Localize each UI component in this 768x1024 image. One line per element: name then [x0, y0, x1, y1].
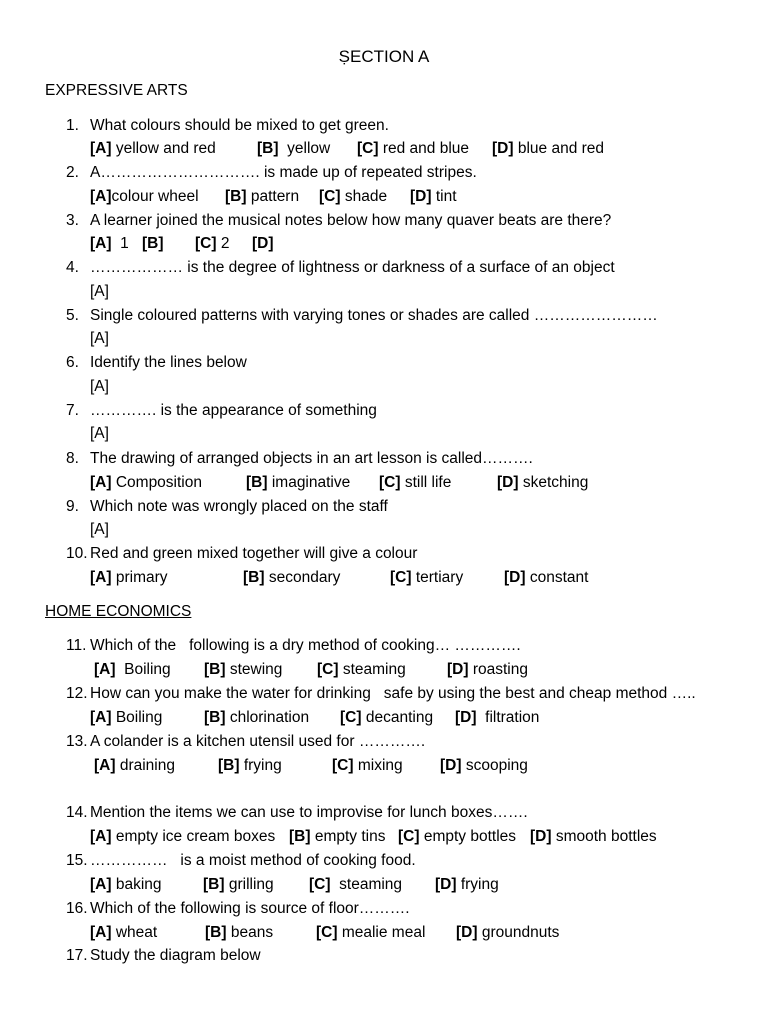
question-number: 8. — [66, 450, 79, 467]
question-text: …………. is the appearance of something — [90, 402, 377, 419]
option-c: [C] steaming — [309, 876, 403, 893]
option-c: [C] red and blue — [357, 140, 470, 157]
question-text: Single coloured patterns with varying tones or shades are called …………………… — [90, 307, 658, 324]
option-d: [D] sketching — [497, 474, 589, 491]
option-b: [B] frying — [218, 757, 282, 774]
answer-label: [A] — [90, 425, 109, 442]
answer-label: [A] — [90, 283, 109, 300]
question-number: 1. — [66, 117, 79, 134]
question-text: Mention the items we can use to improvise for lunch boxes……. — [90, 804, 528, 821]
option-b: [B] chlorination — [204, 709, 310, 726]
option-d: [D] smooth bottles — [530, 828, 657, 845]
question-text: Which of the following is a dry method of cooking… …………. — [90, 637, 521, 654]
option-b: [B] yellow — [257, 140, 331, 157]
option-a: [A] Composition — [90, 474, 202, 491]
question-text: What colours should be mixed to get green. — [90, 117, 389, 134]
question-text: …………… is a moist method of cooking food. — [90, 852, 416, 869]
page-title: ṢECTION A — [338, 47, 430, 66]
question-text: How can you make the water for drinking safe by using the best and cheap method ….. — [90, 685, 696, 702]
question-number: 5. — [66, 307, 79, 324]
option-a: [A] wheat — [90, 924, 158, 941]
question-text: Red and green mixed together will give a colour — [90, 545, 418, 562]
option-c: [C] shade — [319, 188, 388, 205]
option-d: [D] filtration — [455, 709, 540, 726]
question-number: 6. — [66, 354, 79, 371]
question-text: Study the diagram below — [90, 947, 261, 964]
question-number: 15. — [66, 852, 88, 869]
option-b: [B] beans — [205, 924, 274, 941]
question-number: 11. — [66, 637, 87, 654]
option-d: [D] constant — [504, 569, 589, 586]
option-b: [B] empty tins — [289, 828, 386, 845]
option-c: [C] mixing — [332, 757, 403, 774]
option-d: [D] blue and red — [492, 140, 605, 157]
option-b: [B] imaginative — [246, 474, 351, 491]
question-number: 10. — [66, 545, 88, 562]
question-number: 12. — [66, 685, 88, 702]
option-a: [A] yellow and red — [90, 140, 216, 157]
option-b: [B] — [142, 235, 164, 252]
option-c: [C] steaming — [317, 661, 406, 678]
question-number: 16. — [66, 900, 88, 917]
option-a: [A] Boiling — [94, 661, 171, 678]
option-a: [A] Boiling — [90, 709, 163, 726]
option-d: [D] frying — [435, 876, 499, 893]
option-c: [C] still life — [379, 474, 452, 491]
answer-label: [A] — [90, 521, 109, 538]
option-a: [A] 1 — [90, 235, 129, 252]
question-text: Which note was wrongly placed on the staff — [90, 498, 388, 515]
option-c: [C] empty bottles — [398, 828, 517, 845]
option-d: [D] groundnuts — [456, 924, 560, 941]
question-text: A colander is a kitchen utensil used for …………. — [90, 733, 426, 750]
option-c: [C] mealie meal — [316, 924, 426, 941]
option-a: [A] draining — [94, 757, 175, 774]
option-a: [A] baking — [90, 876, 162, 893]
option-d: [D] — [252, 235, 274, 252]
option-d: [D] roasting — [447, 661, 528, 678]
question-text: Which of the following is source of floor………. — [90, 900, 410, 917]
question-number: 7. — [66, 402, 79, 419]
question-text: A…………………………. is made up of repeated stripes. — [90, 164, 477, 181]
question-number: 9. — [66, 498, 79, 515]
section-heading-expressive-arts: EXPRESSIVE ARTS — [45, 82, 188, 99]
question-text: ……………… is the degree of lightness or darkness of a surface of an object — [90, 259, 615, 276]
answer-label: [A] — [90, 330, 109, 347]
option-b: [B] pattern — [225, 188, 300, 205]
question-text: The drawing of arranged objects in an art lesson is called………. — [90, 450, 533, 467]
option-a: [A] primary — [90, 569, 168, 586]
question-number: 3. — [66, 212, 79, 229]
option-c: [C] decanting — [340, 709, 434, 726]
option-c: [C] 2 — [195, 235, 230, 252]
option-d: [D] scooping — [440, 757, 528, 774]
option-b: [B] stewing — [204, 661, 283, 678]
question-number: 13. — [66, 733, 88, 750]
question-number: 17. — [66, 947, 88, 964]
question-text: Identify the lines below — [90, 354, 247, 371]
question-number: 2. — [66, 164, 79, 181]
option-b: [B] grilling — [203, 876, 274, 893]
question-text: A learner joined the musical notes below how many quaver beats are there? — [90, 212, 612, 229]
option-c: [C] tertiary — [390, 569, 464, 586]
option-a: [A] empty ice cream boxes — [90, 828, 276, 845]
question-number: 4. — [66, 259, 79, 276]
option-a: [A]colour wheel — [90, 188, 199, 205]
option-b: [B] secondary — [243, 569, 341, 586]
question-number: 14. — [66, 804, 88, 821]
option-d: [D] tint — [410, 188, 457, 205]
answer-label: [A] — [90, 378, 109, 395]
section-heading-home-economics: HOME ECONOMICS — [45, 603, 192, 620]
